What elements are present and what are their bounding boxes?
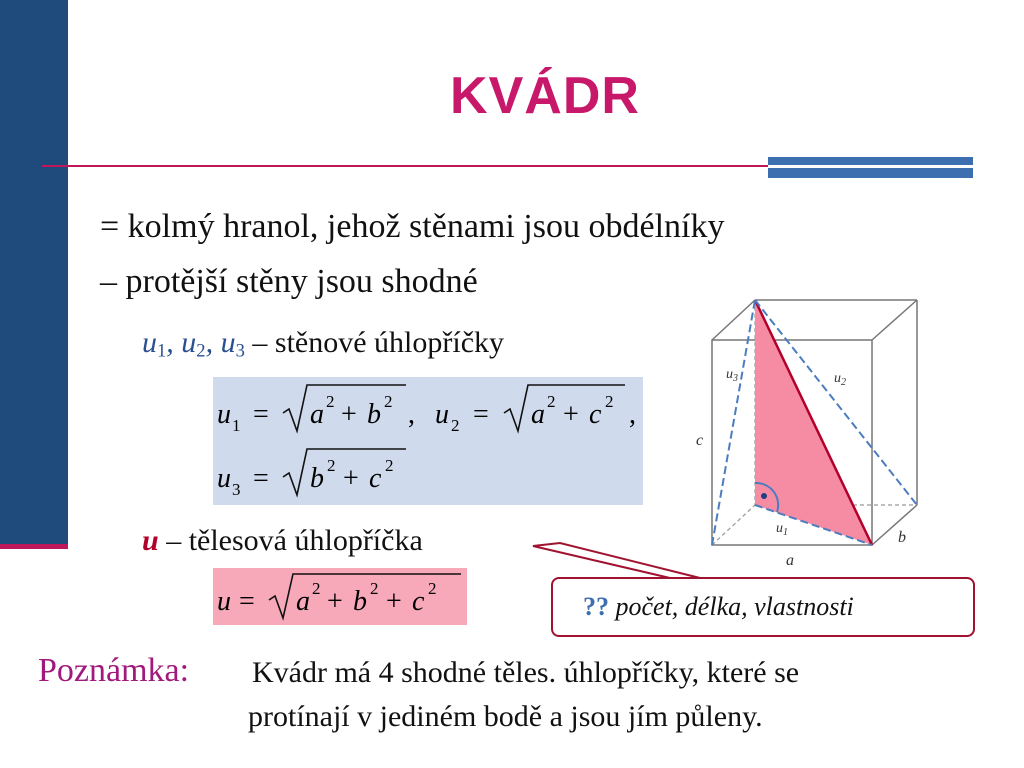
svg-text:2: 2 [451,416,460,435]
cuboid-figure [690,290,930,580]
svg-text:2: 2 [327,456,336,475]
svg-text:+: + [327,586,343,617]
svg-text:=: = [253,399,269,430]
space-diagonal-formula [213,568,467,625]
label-u1: $u_1$ [776,521,788,538]
svg-text:a: a [310,399,324,430]
slide-title: KVÁDR [450,67,640,125]
u3-symbol: $u_3$ [220,326,245,362]
svg-text:2: 2 [605,392,614,411]
face-diagonals-line: $u_1$, $u_2$, $u_3$ – stěnové úhlopříčky [142,326,505,362]
svg-text:3: 3 [232,480,241,499]
callout-text: ?? počet, délka, vlastnosti [583,592,854,621]
u-symbol: u [142,524,159,557]
bottom-right-edge [872,505,917,545]
svg-text:=: = [239,586,255,617]
label-u3: $u_3$ [726,367,738,384]
note-label: Poznámka: [38,652,190,689]
svg-text:c: c [412,586,425,617]
note-line-1: Kvádr má 4 shodné těles. úhlopříčky, které se [252,656,800,689]
svg-text:2: 2 [370,579,379,598]
right-angle-dot [761,493,767,499]
svg-text:=: = [473,399,489,430]
u1-symbol: $u_1$ [142,326,167,362]
svg-text:b: b [367,399,381,430]
definition-text: = kolmý hranol, jehož stěnami jsou obdélníky [100,208,725,245]
face-diagonal-formulas [213,377,643,505]
face-diagonals-label: – stěnové úhlopříčky [252,326,505,359]
u2-symbol: $u_2$ [181,326,206,362]
top-right-edge [872,300,917,340]
sidebar-accent-bar [0,544,68,549]
svg-text:a: a [296,586,310,617]
svg-text:+: + [343,463,359,494]
opposite-faces-text: – protější stěny jsou shodné [100,263,478,300]
svg-text:u: u [435,399,449,430]
svg-text:2: 2 [428,579,437,598]
space-diagonal-line [142,524,423,558]
svg-text:2: 2 [547,392,556,411]
svg-text:b: b [353,586,367,617]
svg-text:u: u [217,399,231,430]
label-u2: $u_2$ [834,371,846,388]
svg-text:,: , [408,399,415,430]
left-bottom-hidden-edge [712,505,755,545]
svg-text:u: u [217,463,231,494]
label-c: c [696,432,704,449]
svg-text:,: , [629,399,636,430]
face-diagonal-formula-svg [213,377,643,505]
svg-text:c: c [369,463,382,494]
svg-text:+: + [341,399,357,430]
svg-text:2: 2 [326,392,335,411]
u3-diagonal [712,300,755,545]
space-diagonal-label: – tělesová úhlopříčka [166,524,423,557]
space-diagonal-formula-svg [213,568,467,625]
top-left-edge [712,300,755,340]
svg-text:+: + [386,586,402,617]
svg-text:2: 2 [384,392,393,411]
title-rule-block [768,157,973,179]
svg-text:c: c [589,399,602,430]
label-a: a [786,552,794,569]
svg-text:a: a [531,399,545,430]
svg-text:2: 2 [312,579,321,598]
svg-text:u: u [217,586,231,617]
svg-text:2: 2 [385,456,394,475]
svg-text:=: = [253,463,269,494]
svg-text:1: 1 [232,416,241,435]
note-line-2: protínají v jediném bodě a jsou jím půleny. [248,700,763,733]
label-b: b [898,529,906,546]
svg-text:b: b [310,463,324,494]
svg-text:+: + [563,399,579,430]
